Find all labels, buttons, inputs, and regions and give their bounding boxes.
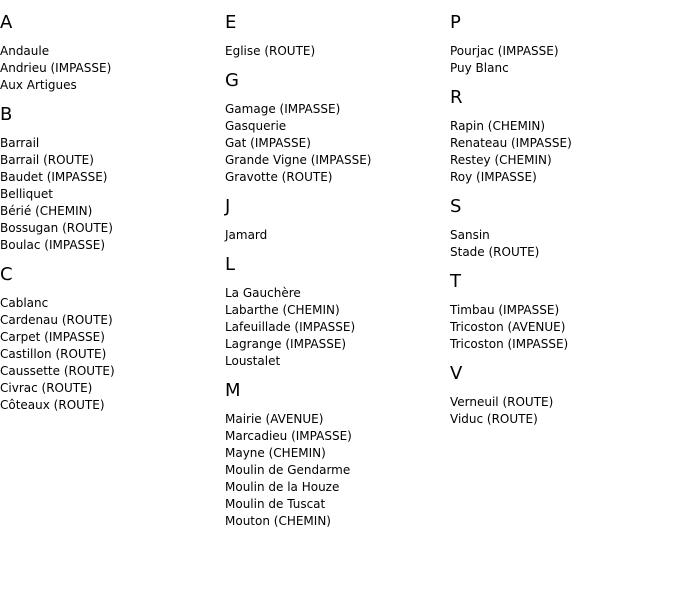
letter-group <box>450 272 670 353</box>
street-item[interactable]: Barrail (ROUTE) <box>0 153 94 167</box>
street-item[interactable]: La Gauchère <box>225 286 301 300</box>
street-item[interactable]: Cablanc <box>0 296 49 310</box>
street-item[interactable]: Boulac (IMPASSE) <box>0 238 106 252</box>
street-item[interactable]: Pourjac (IMPASSE) <box>450 44 559 58</box>
street-item[interactable]: Moulin de la Houze <box>225 480 340 494</box>
street-list <box>450 118 670 186</box>
letter-heading: T <box>450 271 461 292</box>
street-item[interactable]: Civrac (ROUTE) <box>0 381 93 395</box>
street-item[interactable]: Bossugan (ROUTE) <box>0 221 113 235</box>
street-list <box>225 411 445 530</box>
street-item[interactable]: Rapin (CHEMIN) <box>450 119 546 133</box>
street-list <box>0 43 220 94</box>
letter-heading: M <box>225 380 241 401</box>
letter-group <box>450 88 670 186</box>
street-item[interactable]: Roy (IMPASSE) <box>450 170 537 184</box>
letter-group <box>450 13 670 77</box>
street-item[interactable]: Lagrange (IMPASSE) <box>225 337 347 351</box>
street-item[interactable]: Tricoston (IMPASSE) <box>450 337 569 351</box>
letter-group <box>0 265 220 414</box>
street-item[interactable]: Cardenau (ROUTE) <box>0 313 113 327</box>
letter-group <box>225 197 445 244</box>
letter-group <box>450 364 670 428</box>
letter-heading: S <box>450 196 462 217</box>
street-column <box>450 13 670 439</box>
street-item[interactable]: Lafeuillade (IMPASSE) <box>225 320 356 334</box>
street-item[interactable]: Timbau (IMPASSE) <box>450 303 560 317</box>
letter-group <box>450 197 670 261</box>
letter-group <box>225 255 445 370</box>
street-item[interactable]: Grande Vigne (IMPASSE) <box>225 153 372 167</box>
street-item[interactable]: Sansin <box>450 228 490 242</box>
street-list <box>0 295 220 414</box>
street-column <box>0 13 220 425</box>
street-item[interactable]: Eglise (ROUTE) <box>225 44 316 58</box>
street-list <box>225 43 445 60</box>
street-item[interactable]: Baudet (IMPASSE) <box>0 170 108 184</box>
street-item[interactable]: Verneuil (ROUTE) <box>450 395 554 409</box>
street-item[interactable]: Andaule <box>0 44 50 58</box>
street-item[interactable]: Bérié (CHEMIN) <box>0 204 93 218</box>
street-item[interactable]: Loustalet <box>225 354 281 368</box>
street-item[interactable]: Barrail <box>0 136 40 150</box>
letter-heading: G <box>225 70 239 91</box>
letter-group <box>225 381 445 530</box>
street-list <box>450 394 670 428</box>
letter-heading: C <box>0 264 13 285</box>
letter-group <box>225 71 445 186</box>
street-list <box>225 227 445 244</box>
street-list <box>450 302 670 353</box>
street-item[interactable]: Mouton (CHEMIN) <box>225 514 331 528</box>
street-item[interactable]: Moulin de Gendarme <box>225 463 351 477</box>
street-item[interactable]: Moulin de Tuscat <box>225 497 326 511</box>
street-list <box>0 135 220 254</box>
street-item[interactable]: Viduc (ROUTE) <box>450 412 538 426</box>
street-item[interactable]: Puy Blanc <box>450 61 509 75</box>
street-list <box>225 285 445 370</box>
letter-heading: B <box>0 104 13 125</box>
letter-group <box>0 13 220 94</box>
street-column <box>225 13 445 541</box>
letter-heading: R <box>450 87 463 108</box>
street-list <box>450 43 670 77</box>
street-item[interactable]: Tricoston (AVENUE) <box>450 320 566 334</box>
street-item[interactable]: Stade (ROUTE) <box>450 245 540 259</box>
street-list <box>225 101 445 186</box>
street-item[interactable]: Gasquerie <box>225 119 287 133</box>
street-item[interactable]: Andrieu (IMPASSE) <box>0 61 112 75</box>
letter-heading: J <box>225 196 231 217</box>
street-item[interactable]: Caussette (ROUTE) <box>0 364 115 378</box>
street-item[interactable]: Carpet (IMPASSE) <box>0 330 105 344</box>
letter-heading: L <box>225 254 236 275</box>
street-item[interactable]: Gamage (IMPASSE) <box>225 102 341 116</box>
letter-heading: P <box>450 12 461 33</box>
street-item[interactable]: Côteaux (ROUTE) <box>0 398 105 412</box>
letter-heading: V <box>450 363 463 384</box>
letter-heading: A <box>0 12 13 33</box>
letter-group <box>0 105 220 254</box>
letter-group <box>225 13 445 60</box>
street-item[interactable]: Mayne (CHEMIN) <box>225 446 326 460</box>
street-item[interactable]: Renateau (IMPASSE) <box>450 136 572 150</box>
street-item[interactable]: Restey (CHEMIN) <box>450 153 552 167</box>
street-item[interactable]: Jamard <box>225 228 268 242</box>
street-item[interactable]: Aux Artigues <box>0 78 77 92</box>
street-item[interactable]: Gat (IMPASSE) <box>225 136 311 150</box>
street-item[interactable]: Labarthe (CHEMIN) <box>225 303 340 317</box>
street-item[interactable]: Castillon (ROUTE) <box>0 347 107 361</box>
street-list <box>450 227 670 261</box>
street-item[interactable]: Marcadieu (IMPASSE) <box>225 429 352 443</box>
street-item[interactable]: Gravotte (ROUTE) <box>225 170 333 184</box>
letter-heading: E <box>225 12 237 33</box>
street-item[interactable]: Mairie (AVENUE) <box>225 412 324 426</box>
street-item[interactable]: Belliquet <box>0 187 53 201</box>
